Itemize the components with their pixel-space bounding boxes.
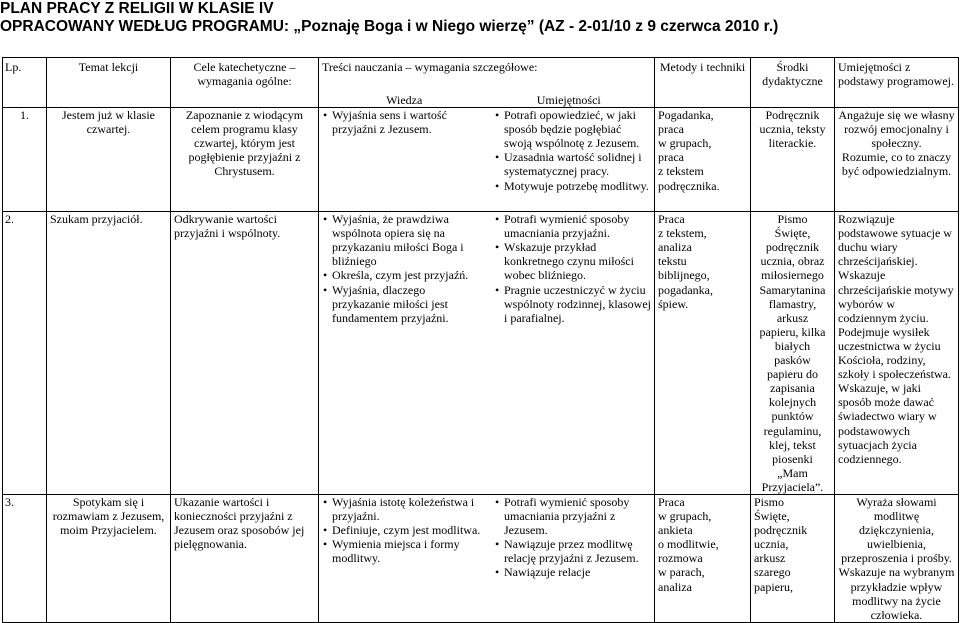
row-srodki: Pismo Święte, podręcznik ucznia, arkusz szarego papieru, [751,494,835,622]
header-tresci-label: Treści nauczania – wymagania szczegółowe: [322,60,538,74]
row-lp: 1. [3,108,47,212]
wiedza-list [322,212,484,325]
list-item: • Wyjaśnia, że prawdziwa wspólnota opiera się na przykazaniu miłości Boga i bliźniego [322,212,484,268]
row-tresci [319,212,655,495]
document-subtitle: OPRACOWANY WEDŁUG PROGRAMU: „Poznaję Boga i w Niego wierzę” (AZ - 2-01/10 z 9 czerwca 2010 r.) [0,18,779,35]
header-metody: Metody i techniki [655,58,751,108]
list-item: • Potrafi wymienić sposoby umacniania przyjaźni. [494,212,651,240]
row-lp: 3. [3,494,47,622]
header-wiedza: Wiedza [386,93,423,108]
row-podstawa: Wyraża słowami modlitwę dziękczynienia, uwielbienia, przeproszenia i prośby. Wskazuje na wybranym przykładzie wpływ modlitwy na życie człowieka. [835,494,959,622]
list-item: • Pragnie uczestniczyć w życiu wspólnoty rodzinnej, klasowej i parafialnej. [494,283,651,325]
row-lp: 2. [3,212,47,495]
row-cele: Zapoznanie z wiodącym celem programu klasy czwartej, którym jest pogłębienie przyjaźni z Chrystusem. [171,108,319,212]
header-podstawa: Umiejętności z podstawy programowej. [835,58,959,108]
list-item: • Potrafi wymienić sposoby umacniania przyjaźni z Jezusem. [494,495,651,537]
row-temat: Szukam przyjaciół. [47,212,171,495]
list-item: • Nawiązuje relacje [494,565,651,579]
list-item: • Wyjaśnia sens i wartość przyjaźni z Jezusem. [322,108,484,136]
row-temat: Spotykam się i rozmawiam z Jezusem, moim Przyjacielem. [47,494,171,622]
table-row [3,212,959,495]
list-item: • Wymienia miejsca i formy modlitwy. [322,537,484,565]
list-item: • Określa, czym jest przyjaźń. [322,268,484,282]
header-tresci [319,58,655,108]
table-row [3,494,959,622]
umiejetnosci-list [494,495,651,580]
table-header-row [3,58,959,108]
lesson-plan-table [2,57,959,623]
row-cele: Ukazanie wartości i konieczności przyjaźni z Jezusem oraz sposobów jej pielęgnowania. [171,494,319,622]
list-item: • Nawiązuje przez modlitwę relację przyjaźni z Jezusem. [494,537,651,565]
table-row [3,108,959,212]
row-cele: Odkrywanie wartości przyjaźni i wspólnoty. [171,212,319,495]
list-item: • Definiuje, czym jest modlitwa. [322,523,484,537]
row-podstawa: Rozwiązuje podstawowe sytuacje w duchu wiary chrześcijańskiej. Wskazuje chrześcijańskie motywy wyborów w codziennym życiu. Podejmuje wysiłek uczestnictwa w życiu Kościoła, rodziny, szkoły i społeczeństwa. Wskazuje, w jaki sposób może dawać świadectwo wiary w podstawowych sytuacjach życia codziennego. [835,212,959,495]
list-item: • Wyjaśnia istotę koleżeństwa i przyjaźni. [322,495,484,523]
header-cele: Cele katechetyczne – wymagania ogólne: [171,58,319,108]
row-podstawa: Angażuje się we własny rozwój emocjonalny i społeczny. Rozumie, co to znaczy być odpowiedzialnym. [835,108,959,212]
list-item: • Uzasadnia wartość solidnej i systematycznej pracy. [494,150,651,178]
row-metody: Praca z tekstem, analiza tekstu biblijnego, pogadanka, śpiew. [655,212,751,495]
row-tresci [319,494,655,622]
umiejetnosci-list [494,108,651,193]
list-item: • Wyjaśnia, dlaczego przykazanie miłości jest fundamentem przyjaźni. [322,283,484,325]
row-metody: Praca w grupach, ankieta o modlitwie, rozmowa w parach, analiza [655,494,751,622]
header-srodki: Środki dydaktyczne [751,58,835,108]
header-lp: Lp. [3,58,47,108]
row-srodki: Podręcznik ucznia, teksty literackie. [751,108,835,212]
row-metody: Pogadanka, praca w grupach, praca z tekstem podręcznika. [655,108,751,212]
header-temat: Temat lekcji [47,58,171,108]
row-srodki: Pismo Święte, podręcznik ucznia, obraz miłosiernego Samarytanina flamastry, arkusz papieru, kilka białych pasków papieru do zapisania kolejnych punktów regulaminu, klej, tekst piosenki „Mam Przyjaciela”. [751,212,835,495]
row-temat: Jestem już w klasie czwartej. [47,108,171,212]
list-item: • Wskazuje przykład konkretnego czynu miłości wobec bliźniego. [494,240,651,282]
header-umiejetnosci: Umiejętności [536,93,601,108]
umiejetnosci-list [494,212,651,325]
list-item: • Motywuje potrzebę modlitwy. [494,179,651,193]
row-tresci [319,108,655,212]
wiedza-list [322,495,484,580]
list-item: • Potrafi opowiedzieć, w jaki sposób będzie pogłębiać swoją wspólnotę z Jezusem. [494,108,651,150]
wiedza-list [322,108,484,193]
document-title: PLAN PRACY Z RELIGII W KLASIE IV [0,0,274,17]
